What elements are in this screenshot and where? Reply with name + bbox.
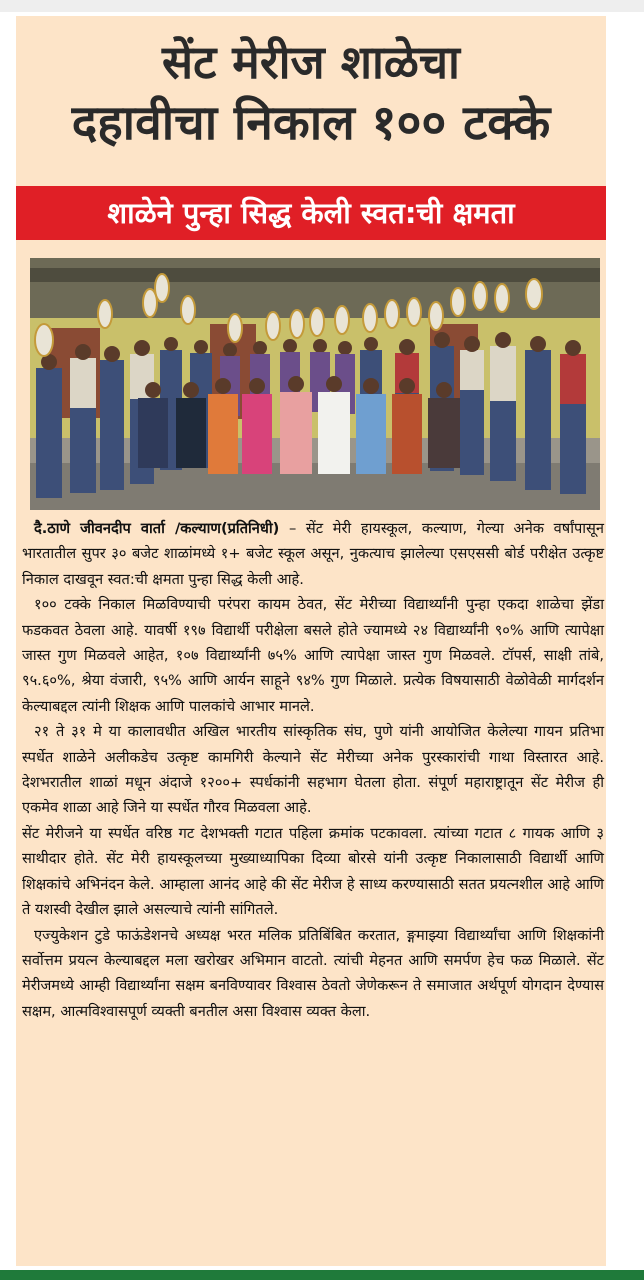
subheadline-banner: शाळेने पुन्हा सिद्ध केली स्वत:ची क्षमता <box>16 186 606 240</box>
article-dateline: दै.ठाणे जीवनदीप वार्ता /कल्याण(प्रतिनिधी) <box>34 520 280 537</box>
article-intro-text: – सेंट मेरी हायस्कूल, कल्याण, गेल्या अनेक वर्षांपासून भारतातील सुपर ३० बजेट शाळांमध्ये १+ बजेट स्कूल असून, नुकत्याच झालेल्या एसएससी बोर्ड परीक्षेत उत्कृष्ट निकाल दाखवून स्वत:ची क्षमता पुन्हा सिद्ध केली आहे. <box>22 520 605 588</box>
article-paragraph-2: २१ ते ३१ मे या कालावधीत अखिल भारतीय सांस्कृतिक संघ, पुणे यांनी आयोजित केलेल्या गायन प्रतिभा स्पर्धेत शाळेने अलीकडेच उत्कृष्ट कामगिरी केल्याने सेंट मेरीच्या अनेक पुरस्कारांची गाथा विस्तारत आहे. देशभरातील शाळां मधून अंदाजे १२००+ स्पर्धकांनी सहभाग घेतला होता. संपूर्ण महाराष्ट्रातून सेंट मेरीज ही एकमेव शाळा आहे जिने या स्पर्धेत गौरव मिळवला आहे. <box>22 723 604 817</box>
article-paragraph-intro <box>22 516 604 592</box>
article-paragraph-1: १०० टक्के निकाल मिळविण्याची परंपरा कायम ठेवत, सेंट मेरीच्या विद्यार्थ्यांनी पुन्हा एकदा शाळेचा झेंडा फडकवत ठेवला आहे. यावर्षी १९७ विद्यार्थी परीक्षेला बसले होते ज्यामध्ये २४ विद्यार्थ्यांनी ९०% आणि त्यापेक्षा जास्त गुण मिळवले आहेत, १०७ विद्यार्थ्यांनी ७५% आणि त्यापेक्षा जास्त गुण मिळवले. टॉपर्स, साक्षी तांबे, ९५.६०%, श्रेया वंजारी, ९५% आणि आर्यन साहूने ९४% गुण मिळाले. प्रत्येक विषयासाठी वेळोवेळी मार्गदर्शन केल्याबद्दल त्यांनी शिक्षक आणि पालकांचे आभार मानले. <box>22 596 604 715</box>
article-body <box>22 516 604 1024</box>
right-margin <box>606 12 644 1270</box>
group-photo <box>30 258 600 510</box>
top-strip <box>0 0 644 12</box>
headline-line-1: सेंट मेरीज शाळेचा <box>162 35 460 89</box>
newspaper-clipping <box>16 16 606 1266</box>
bottom-bar <box>0 1270 644 1280</box>
headline-line-2: दहावीचा निकाल १०० टक्के <box>71 95 551 151</box>
article-paragraph-3: सेंट मेरीजने या स्पर्धेत वरिष्ठ गट देशभक्ती गटात पहिला क्रमांक पटकावला. त्यांच्या गटात ८ गायक आणि ३ साथीदार होते. सेंट मेरी हायस्कूलच्या मुख्याध्यापिका दिव्या बोरसे यांनी उत्कृष्ट निकालासाठी विद्यार्थी आणि शिक्षकांचे अभिनंदन केले. आम्हाला आनंद आहे की सेंट मेरीज हे साध्य करण्यासाठी सतत प्रयत्नशील आहे आणि ते यशस्वी देखील झाले असल्याचे त्यांनी सांगितले. <box>22 824 604 919</box>
group-photo-image <box>30 258 600 510</box>
article-paragraph-4: एज्युकेशन टुडे फाऊंडेशनचे अध्यक्ष भरत मलिक प्रतिबिंबित करतात, ङ्गमाझ्या विद्यार्थ्यांचा आणि शिक्षकांनी सर्वोत्तम प्रयत्न केल्याबद्दल मला खरोखर अभिमान वाटतो. त्यांची मेहनत आणि समर्पण हेच फळ मिळाले. सेंट मेरीजमध्ये आम्ही विद्यार्थ्यांना सक्षम बनविण्यावर विश्वास ठेवतो जेणेकरून ते समाजात अर्थपूर्ण योगदान देण्यास सक्षम, आत्मविश्वासपूर्ण व्यक्ती बनतील असा विश्वास व्यक्त केला. <box>22 926 604 1020</box>
headline <box>16 32 606 154</box>
